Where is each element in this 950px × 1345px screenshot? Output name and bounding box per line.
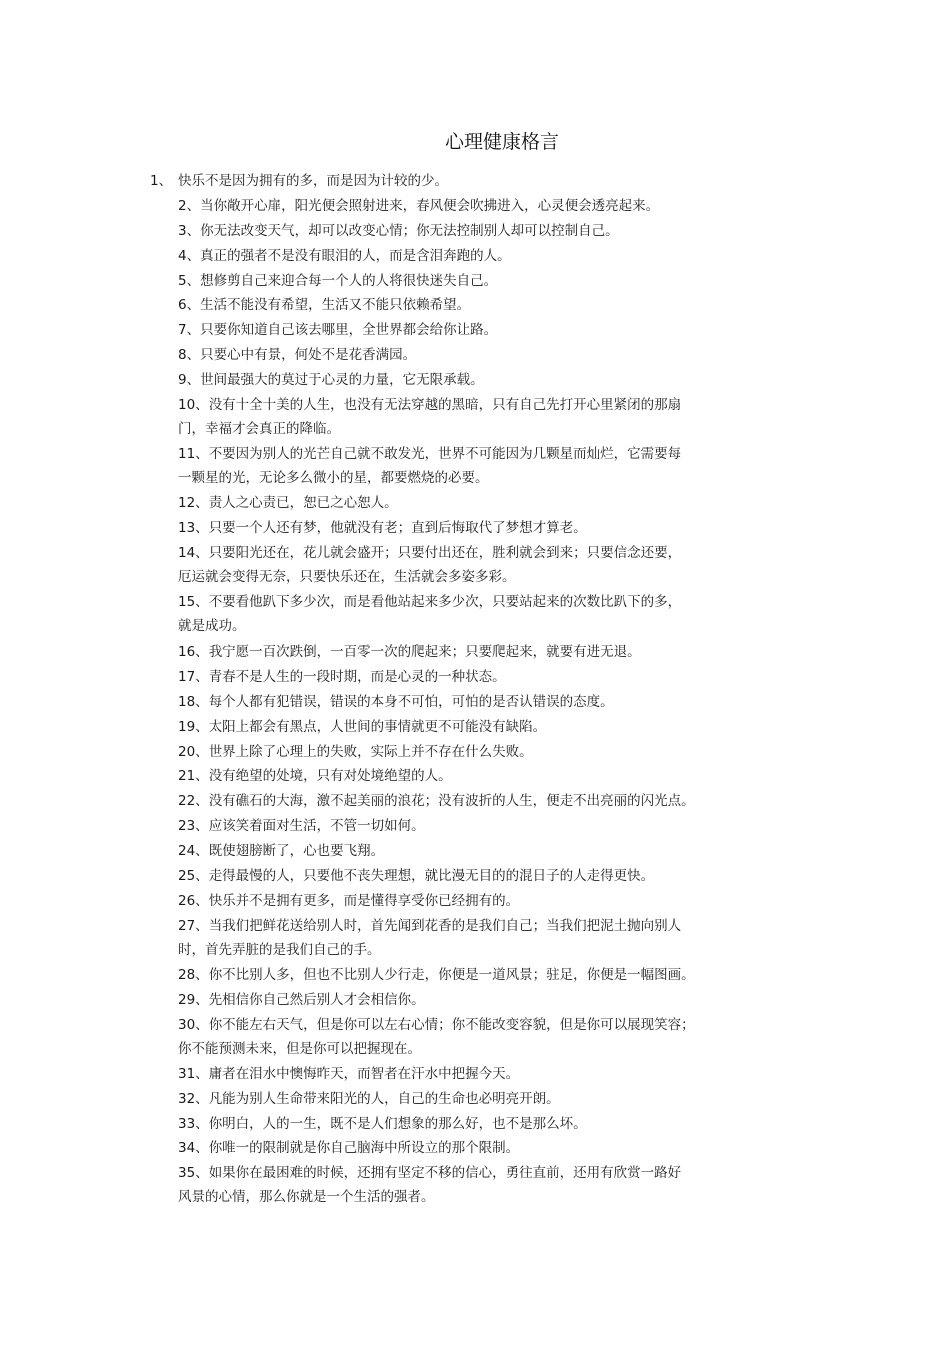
quote-line: [178, 839, 746, 863]
quote-text: 太阳上都会有黑点，人世间的事情就更不可能没有缺陷。: [208, 719, 547, 735]
quote-line: [178, 889, 746, 913]
quote-item: [178, 665, 746, 689]
quote-number: 2、: [178, 198, 201, 214]
quote-number: 4、: [178, 248, 201, 264]
quote-item: [178, 393, 746, 441]
quote-line: [178, 343, 746, 367]
quote-number: 33、: [178, 1116, 209, 1132]
quote-item: [150, 169, 718, 193]
quote-item: [178, 988, 746, 1012]
quote-text: 应该笑着面对生活，不管一切如何。: [208, 818, 425, 834]
quote-number: 15、: [178, 594, 209, 610]
quote-number: 8、: [178, 347, 201, 363]
quote-text: 世间最强大的莫过于心灵的力量，它无限承载。: [200, 372, 484, 388]
quote-text: 不要因为别人的光芒自己就不敢发光，世界不可能因为几颗星而灿烂，它需要每: [208, 446, 682, 462]
quote-line: [178, 1136, 746, 1160]
quote-text: 责人之心责已，恕已之心恕人。: [208, 495, 398, 511]
quote-number: 23、: [178, 818, 209, 834]
quote-number: 14、: [178, 545, 209, 561]
quote-line: [178, 1087, 746, 1111]
quote-line: [150, 169, 718, 193]
quote-text: 风景的心情，那么你就是一个生活的强者。: [178, 1189, 435, 1205]
quote-text: 我宁愿一百次跌倒，一百零一次的爬起来；只要爬起来，就要有进无退。: [208, 644, 641, 660]
quote-text: 你不能左右天气，但是你可以左右心情；你不能改变容貌，但是你可以展现笑容；: [208, 1017, 695, 1033]
quote-line: [178, 914, 746, 938]
quote-text: 真正的强者不是没有眼泪的人，而是含泪奔跑的人。: [200, 248, 511, 264]
quote-line: [178, 194, 746, 218]
quote-line: [178, 269, 746, 293]
quote-item: [178, 963, 746, 987]
quote-text: 你不比别人多，但也不比别人少行走，你便是一道风景；驻足，你便是一幅图画。: [208, 967, 695, 983]
quote-item: [178, 368, 746, 392]
quote-number: 31、: [178, 1066, 209, 1082]
quote-line: [178, 1185, 746, 1209]
quote-text: 既使翅膀断了，心也要飞翔。: [208, 843, 385, 859]
quote-text: 你无法改变天气，却可以改变心情；你无法控制别人却可以控制自己。: [200, 223, 619, 239]
quote-line: [178, 938, 746, 962]
quote-text: 只要你知道自己该去哪里，全世界都会给你让路。: [200, 322, 498, 338]
quote-item: [178, 740, 746, 764]
quote-line: [178, 491, 746, 515]
quote-number: 24、: [178, 843, 209, 859]
quote-number: 22、: [178, 793, 209, 809]
quote-line: [178, 1062, 746, 1086]
quote-line: [178, 466, 746, 490]
quote-text: 庸者在泪水中懊悔昨天，而智者在汗水中把握今天。: [208, 1066, 520, 1082]
quote-text: 你明白，人的一生，既不是人们想象的那么好，也不是那么坏。: [208, 1116, 587, 1132]
quote-number: 9、: [178, 372, 201, 388]
quote-item: [178, 541, 746, 589]
quote-line: [178, 640, 746, 664]
quote-number: 18、: [178, 694, 209, 710]
quote-number: 20、: [178, 744, 209, 760]
quote-item: [178, 516, 746, 540]
quote-line: [178, 715, 746, 739]
quote-text: 生活不能没有希望，生活又不能只依赖希望。: [200, 297, 471, 313]
quote-line: [178, 740, 746, 764]
quote-text: 不要看他趴下多少次，而是看他站起来多少次，只要站起来的次数比趴下的多，: [208, 594, 682, 610]
quote-line: [178, 690, 746, 714]
quote-text: 没有绝望的处境，只有对处境绝望的人。: [208, 768, 452, 784]
quote-number: 6、: [178, 297, 201, 313]
quote-text: 先相信你自己然后别人才会相信你。: [208, 992, 425, 1008]
quote-number: 7、: [178, 322, 201, 338]
quote-item: [178, 318, 746, 342]
quote-text: 你不能预测未来，但是你可以把握现在。: [178, 1041, 421, 1057]
quote-item: [178, 1087, 746, 1111]
quote-text: 只要阳光还在，花儿就会盛开；只要付出还在，胜利就会到来；只要信念还要，: [208, 545, 682, 561]
quote-number: 27、: [178, 918, 209, 934]
quote-text: 只要一个人还有梦，他就没有老；直到后悔取代了梦想才算老。: [208, 520, 587, 536]
quote-text: 厄运就会变得无奈，只要快乐还在，生活就会多姿多彩。: [178, 569, 516, 585]
quote-line: [178, 814, 746, 838]
quote-item: [178, 764, 746, 788]
quote-item: [178, 864, 746, 888]
quote-line: [178, 1013, 746, 1037]
quote-number: 21、: [178, 768, 209, 784]
quote-number: 11、: [178, 446, 209, 462]
quote-text: 只要心中有景，何处不是花香满园。: [200, 347, 417, 363]
quote-text: 每个人都有犯错误，错误的本身不可怕，可怕的是否认错误的态度。: [208, 694, 614, 710]
quote-number: 13、: [178, 520, 209, 536]
quote-line: [178, 764, 746, 788]
quote-number: 10、: [178, 397, 209, 413]
quote-text: 当我们把鲜花送给别人时，首先闻到花香的是我们自己；当我们把泥土抛向别人: [208, 918, 682, 934]
quote-text: 一颗星的光，无论多么微小的星，都要燃烧的必要。: [178, 470, 489, 486]
quote-line: [178, 565, 746, 589]
quote-item: [178, 914, 746, 962]
quote-line: [178, 541, 746, 565]
quote-line: [178, 417, 746, 441]
quote-text: 如果你在最困难的时候，还拥有坚定不移的信心，勇往直前，还用有欣赏一路好: [208, 1165, 682, 1181]
quote-text: 世界上除了心理上的失败，实际上并不存在什么失败。: [208, 744, 533, 760]
quote-item: [178, 491, 746, 515]
quote-number: 35、: [178, 1165, 209, 1181]
quote-item: [178, 590, 746, 638]
quote-text: 没有礁石的大海，激不起美丽的浪花；没有波折的人生，便走不出亮丽的闪光点。: [208, 793, 695, 809]
quote-item: [178, 194, 746, 218]
quote-text: 时，首先弄脏的是我们自己的手。: [178, 942, 381, 958]
quote-line: [178, 318, 746, 342]
quote-item: [178, 1062, 746, 1086]
quote-item: [178, 269, 746, 293]
quote-item: [178, 244, 746, 268]
quote-line: [178, 1161, 746, 1185]
quote-item: [178, 293, 746, 317]
quote-item: [178, 219, 746, 243]
quote-line: [178, 219, 746, 243]
quote-item: [178, 715, 746, 739]
quote-number: 1、: [150, 173, 173, 189]
quote-text: 你唯一的限制就是你自己脑海中所设立的那个限制。: [208, 1140, 520, 1156]
quote-number: 25、: [178, 868, 209, 884]
quote-line: [178, 614, 746, 638]
quote-number: 30、: [178, 1017, 209, 1033]
quote-text: 走得最慢的人，只要他不丧失理想，就比漫无目的的混日子的人走得更快。: [208, 868, 655, 884]
page-title: 心理健康格言: [444, 131, 559, 153]
quote-number: 29、: [178, 992, 209, 1008]
quote-item: [178, 1013, 746, 1061]
quote-text: 门，幸福才会真正的降临。: [178, 421, 340, 437]
quote-item: [178, 640, 746, 664]
quote-line: [178, 789, 746, 813]
quote-number: 12、: [178, 495, 209, 511]
quote-line: [178, 988, 746, 1012]
quote-number: 26、: [178, 893, 209, 909]
quote-item: [178, 690, 746, 714]
quote-item: [178, 839, 746, 863]
quote-number: 17、: [178, 669, 209, 685]
quote-number: 28、: [178, 967, 209, 983]
quote-item: [178, 814, 746, 838]
quote-number: 5、: [178, 273, 201, 289]
quote-item: [178, 343, 746, 367]
quote-item: [178, 1136, 746, 1160]
quote-line: [178, 393, 746, 417]
quote-line: [178, 864, 746, 888]
quote-item: [178, 442, 746, 490]
quote-number: 32、: [178, 1091, 209, 1107]
quote-text: 想修剪自己来迎合每一个人的人将很快迷失自己。: [200, 273, 498, 289]
quote-item: [178, 789, 746, 813]
quote-text: 就是成功。: [178, 618, 246, 634]
quote-number: 3、: [178, 223, 201, 239]
quote-line: [178, 1112, 746, 1136]
quote-text: 快乐不是因为拥有的多，而是因为计较的少。: [178, 173, 448, 189]
quote-text: 青春不是人生的一段时期，而是心灵的一种状态。: [208, 669, 506, 685]
quote-item: [178, 1112, 746, 1136]
quote-line: [178, 442, 746, 466]
quote-text: 凡能为别人生命带来阳光的人，自己的生命也必明亮开朗。: [208, 1091, 560, 1107]
quote-line: [178, 244, 746, 268]
quote-text: 没有十全十美的人生，也没有无法穿越的黑暗，只有自己先打开心里紧闭的那扇: [208, 397, 682, 413]
quote-number: 34、: [178, 1140, 209, 1156]
quote-line: [178, 368, 746, 392]
quote-item: [178, 889, 746, 913]
quote-number: 16、: [178, 644, 209, 660]
quote-line: [178, 590, 746, 614]
quote-line: [178, 963, 746, 987]
quote-line: [178, 665, 746, 689]
quote-line: [178, 293, 746, 317]
quote-number: 19、: [178, 719, 209, 735]
quote-item: [178, 1161, 746, 1209]
quote-text: 当你敞开心扉，阳光便会照射进来，春风便会吹拂进入，心灵便会透亮起来。: [200, 198, 660, 214]
quote-line: [178, 516, 746, 540]
quote-text: 快乐并不是拥有更多，而是懂得享受你已经拥有的。: [208, 893, 520, 909]
quote-line: [178, 1037, 746, 1061]
